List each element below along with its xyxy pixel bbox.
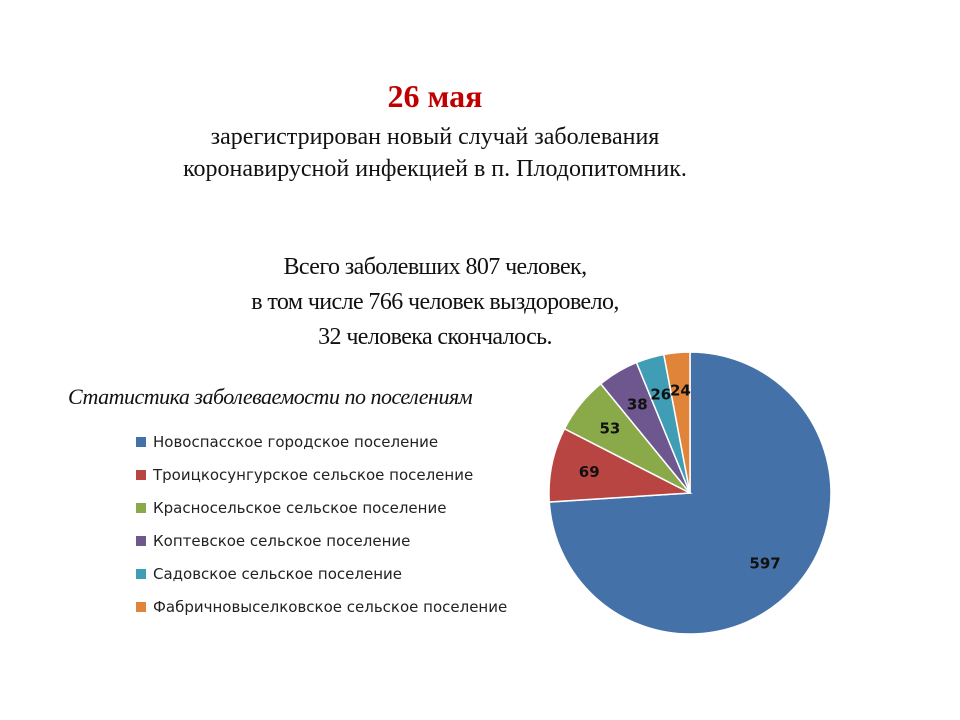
deaths-line: 32 человека скончалось. bbox=[318, 324, 552, 350]
slice-value-label: 38 bbox=[626, 395, 648, 414]
announcement-line-2: коронавирусной инфекцией в п. Плодопитомник. bbox=[183, 156, 687, 182]
legend-label: Садовское сельское поселение bbox=[153, 565, 402, 583]
slice-value-label: 597 bbox=[749, 554, 781, 573]
total-cases-line: Всего заболевших 807 человек, bbox=[283, 254, 587, 280]
legend-label: Троицкосунгурское сельское поселение bbox=[153, 466, 474, 484]
legend-label: Фабричновыселковское сельское поселение bbox=[153, 598, 508, 616]
recovered-line: в том числе 766 человек выздоровело, bbox=[251, 289, 619, 315]
announcement-line-1: зарегистрирован новый случай заболевания bbox=[210, 124, 660, 150]
slice-value-label: 69 bbox=[578, 463, 600, 482]
legend-label: Красносельское сельское поселение bbox=[153, 499, 447, 517]
slice-value-label: 26 bbox=[650, 385, 672, 404]
legend-label: Коптевское сельское поселение bbox=[153, 532, 411, 550]
slice-value-label: 53 bbox=[599, 419, 621, 438]
date-heading: 26 мая bbox=[387, 78, 483, 114]
slice-value-label: 24 bbox=[669, 381, 691, 400]
chart-title: Статистика заболеваемости по поселениям bbox=[68, 384, 473, 409]
legend-label: Новоспасское городское поселение bbox=[153, 433, 439, 451]
